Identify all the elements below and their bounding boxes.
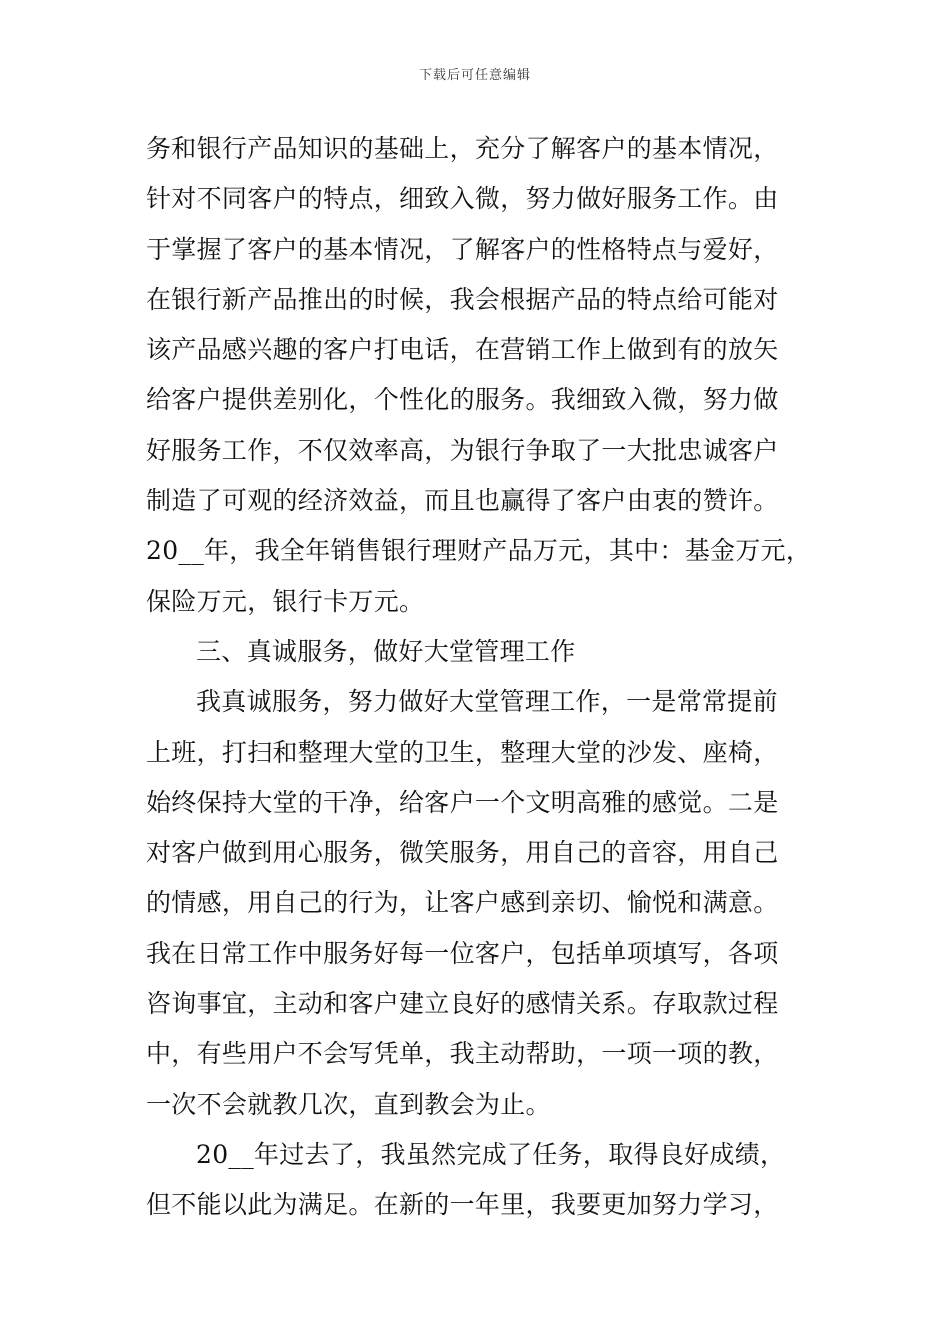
text-line: 针对不同客户的特点，细致入微，努力做好服务工作。由 <box>146 184 779 214</box>
text-line: 我真诚服务，努力做好大堂管理工作，一是常常提前 <box>196 687 778 717</box>
text-line: 制造了可观的经济效益，而且也赢得了客户由衷的赞许。 <box>146 486 779 516</box>
text-line: 上班，打扫和整理大堂的卫生，整理大堂的沙发、座椅， <box>146 737 779 767</box>
text-line: 的情感，用自己的行为，让客户感到亲切、愉悦和满意。 <box>146 888 779 918</box>
text-line: 我在日常工作中服务好每一位客户，包括单项填写，各项 <box>146 938 779 968</box>
section-heading: 三、真诚服务，做好大堂管理工作 <box>196 636 576 666</box>
text-line: 该产品感兴趣的客户打电话，在营销工作上做到有的放矢 <box>146 335 779 365</box>
text-line: 保险万元，银行卡万元。 <box>146 586 425 616</box>
text-line: 一次不会就教几次，直到教会为止。 <box>146 1089 551 1119</box>
text-line: 咨询事宜，主动和客户建立良好的感情关系。存取款过程 <box>146 989 779 1019</box>
text-line: 始终保持大堂的干净，给客户一个文明高雅的感觉。二是 <box>146 787 779 817</box>
page-header: 下载后可任意编辑 <box>418 68 531 83</box>
text-line: 好服务工作，不仅效率高，为银行争取了一大批忠诚客户 <box>146 435 779 465</box>
text-line: 20__年过去了，我虽然完成了任务，取得良好成绩， <box>196 1139 786 1169</box>
text-line: 20__年，我全年销售银行理财产品万元，其中：基金万元， <box>146 536 812 566</box>
document-body <box>146 124 836 1231</box>
text-line: 对客户做到用心服务，微笑服务，用自己的音容，用自己 <box>146 838 779 868</box>
text-line: 中，有些用户不会写凭单，我主动帮助，一项一项的教， <box>146 1039 779 1069</box>
text-line: 于掌握了客户的基本情况，了解客户的性格特点与爱好， <box>146 234 779 264</box>
text-line: 但不能以此为满足。在新的一年里，我要更加努力学习， <box>146 1190 779 1220</box>
text-line: 在银行新产品推出的时候，我会根据产品的特点给可能对 <box>146 284 779 314</box>
text-line: 务和银行产品知识的基础上，充分了解客户的基本情况， <box>146 134 779 163</box>
text-line: 给客户提供差别化，个性化的服务。我细致入微，努力做 <box>146 385 779 415</box>
